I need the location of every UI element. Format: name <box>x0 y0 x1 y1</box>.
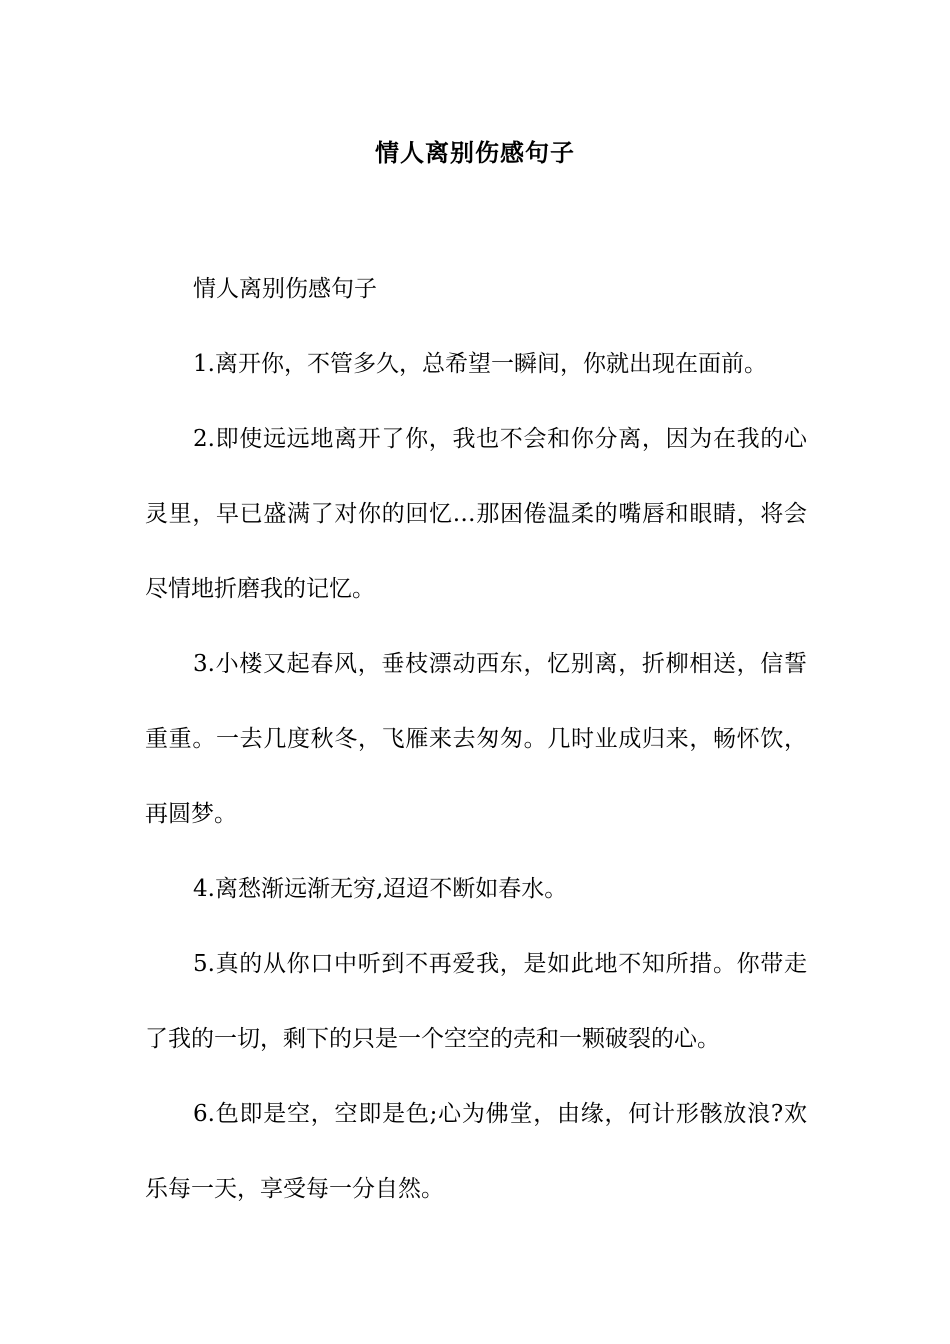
paragraph-3: 3.小楼又起春风，垂枝漂动西东，忆别离，折柳相送，信誓重重。一去几度秋冬，飞雁来去匆匆。几时业成归来，畅怀饮，再圆梦。 <box>145 651 807 827</box>
paragraph-1: 1.离开你，不管多久，总希望一瞬间，你就出现在面前。 <box>193 351 767 377</box>
paragraph-heading: 情人离别伤感句子 <box>193 276 377 302</box>
document-body <box>145 252 807 1227</box>
document-title: 情人离别伤感句子 <box>375 139 575 167</box>
paragraph-5: 5.真的从你口中听到不再爱我，是如此地不知所措。你带走了我的一切，剩下的只是一个空空的壳和一颗破裂的心。 <box>145 951 807 1052</box>
paragraph-4: 4.离愁渐远渐无穷,迢迢不断如春水。 <box>193 876 568 902</box>
paragraph-6: 6.色即是空，空即是色;心为佛堂，由缘，何计形骸放浪?欢乐每一天，享受每一分自然。 <box>145 1101 807 1202</box>
paragraph-2: 2.即使远远地离开了你，我也不会和你分离，因为在我的心灵里，早已盛满了对你的回忆…那困倦温柔的嘴唇和眼睛，将会尽情地折磨我的记忆。 <box>145 426 807 602</box>
